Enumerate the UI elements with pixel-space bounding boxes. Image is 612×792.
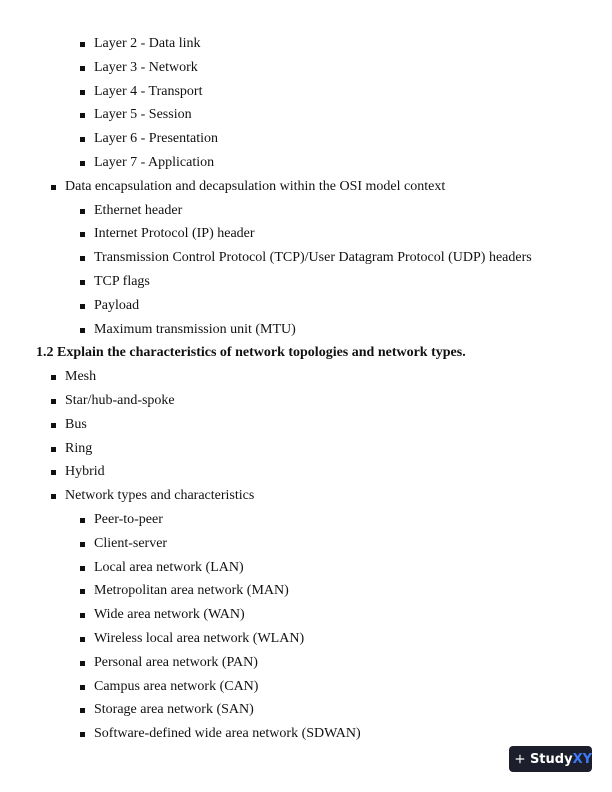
list-item: Internet Protocol (IP) header	[0, 222, 532, 246]
list-item: Mesh	[0, 365, 532, 389]
square-bullet-icon	[80, 90, 85, 95]
list-item-network-types: Network types and characteristics	[0, 484, 532, 508]
list-item: Client-server	[0, 532, 532, 556]
list-item: Layer 3 - Network	[0, 56, 532, 80]
square-bullet-icon	[80, 232, 85, 237]
list-item: Software-defined wide area network (SDWAN)	[0, 722, 532, 746]
square-bullet-icon	[80, 42, 85, 47]
list-item: Layer 6 - Presentation	[0, 127, 532, 151]
list-item: Metropolitan area network (MAN)	[0, 579, 532, 603]
square-bullet-icon	[51, 447, 56, 452]
studyxy-logo[interactable]	[509, 746, 592, 772]
list-item-encapsulation: Data encapsulation and decapsulation within the OSI model context	[0, 175, 532, 199]
square-bullet-icon	[80, 708, 85, 713]
square-bullet-icon	[51, 399, 56, 404]
list-item: Peer-to-peer	[0, 508, 532, 532]
square-bullet-icon	[51, 375, 56, 380]
list-item: Layer 4 - Transport	[0, 80, 532, 104]
square-bullet-icon	[51, 185, 56, 190]
square-bullet-icon	[80, 137, 85, 142]
logo-study: Study	[529, 751, 573, 767]
list-item: Layer 7 - Application	[0, 151, 532, 175]
plus-icon	[515, 752, 525, 766]
list-item: Ring	[0, 437, 532, 461]
list-item: Maximum transmission unit (MTU)	[0, 318, 532, 342]
square-bullet-icon	[80, 613, 85, 618]
square-bullet-icon	[80, 304, 85, 309]
list-item: Wireless local area network (WLAN)	[0, 627, 532, 651]
square-bullet-icon	[80, 566, 85, 571]
list-item: Campus area network (CAN)	[0, 675, 532, 699]
list-item: Wide area network (WAN)	[0, 603, 532, 627]
square-bullet-icon	[80, 113, 85, 118]
list-item: Local area network (LAN)	[0, 556, 532, 580]
osi-layer-list	[0, 32, 532, 175]
square-bullet-icon	[80, 328, 85, 333]
logo-xy: XY	[572, 751, 592, 767]
section-heading: 1.2 Explain the characteristics of network topologies and network types.	[36, 345, 466, 361]
square-bullet-icon	[51, 494, 56, 499]
square-bullet-icon	[80, 209, 85, 214]
list-item: TCP flags	[0, 270, 532, 294]
list-item: Layer 2 - Data link	[0, 32, 532, 56]
square-bullet-icon	[80, 661, 85, 666]
square-bullet-icon	[80, 685, 85, 690]
square-bullet-icon	[80, 732, 85, 737]
list-item: Transmission Control Protocol (TCP)/User Datagram Protocol (UDP) headers	[0, 246, 532, 270]
square-bullet-icon	[80, 589, 85, 594]
list-item: Layer 5 - Session	[0, 103, 532, 127]
topology-list	[0, 365, 532, 746]
square-bullet-icon	[51, 470, 56, 475]
square-bullet-icon	[80, 542, 85, 547]
square-bullet-icon	[80, 66, 85, 71]
square-bullet-icon	[80, 256, 85, 261]
list-item: Hybrid	[0, 460, 532, 484]
square-bullet-icon	[80, 280, 85, 285]
outline	[0, 32, 532, 746]
list-item: Payload	[0, 294, 532, 318]
list-item: Personal area network (PAN)	[0, 651, 532, 675]
encapsulation-list	[0, 175, 532, 342]
square-bullet-icon	[80, 161, 85, 166]
list-item: Bus	[0, 413, 532, 437]
list-item: Storage area network (SAN)	[0, 698, 532, 722]
square-bullet-icon	[51, 423, 56, 428]
list-item: Star/hub-and-spoke	[0, 389, 532, 413]
square-bullet-icon	[80, 518, 85, 523]
square-bullet-icon	[80, 637, 85, 642]
logo-text	[530, 752, 592, 767]
list-item: Ethernet header	[0, 199, 532, 223]
